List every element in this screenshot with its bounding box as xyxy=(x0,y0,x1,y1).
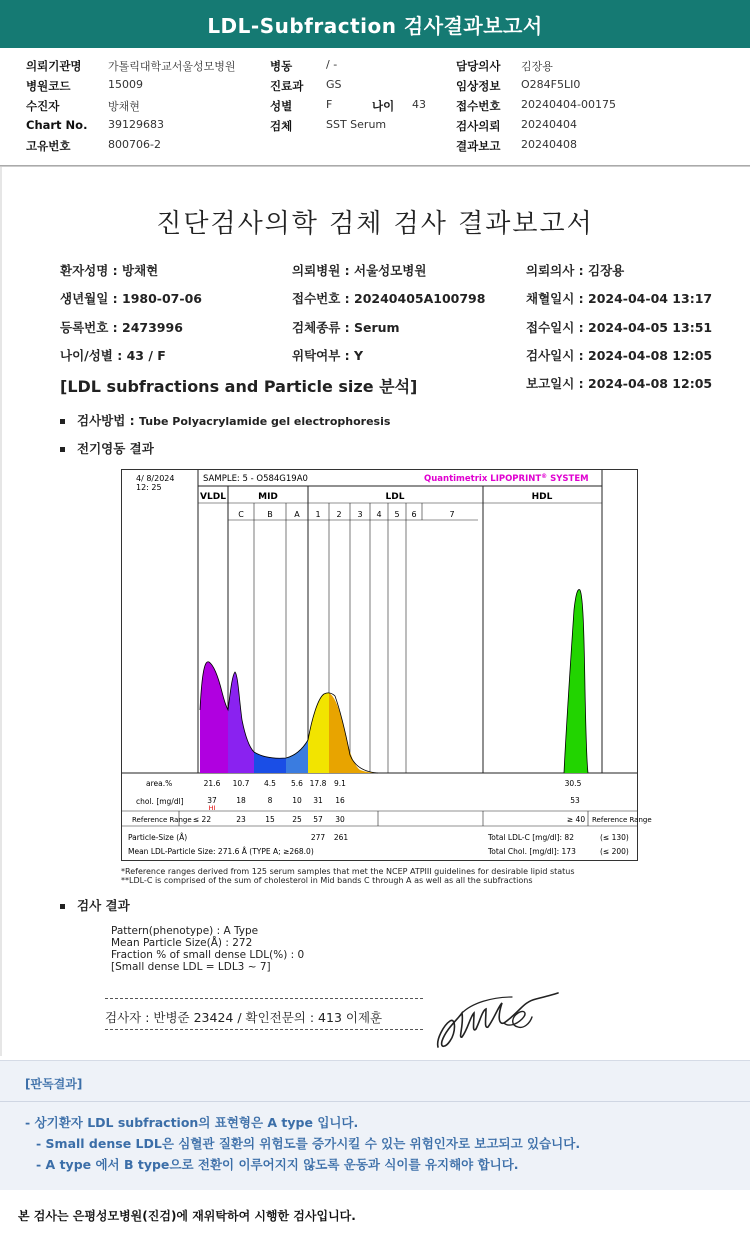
info-value: 20240404-00175 xyxy=(521,98,616,111)
curve-mid-b xyxy=(254,752,286,773)
group-label-ldl: LDL xyxy=(385,492,405,502)
info-label: 접수번호 xyxy=(456,99,501,113)
b-area: 4.5 xyxy=(264,779,276,788)
info-value: / - xyxy=(326,58,338,71)
collection-time: 채혈일시 : 2024-04-04 13:17 xyxy=(526,291,713,306)
judgement-divider xyxy=(0,1101,750,1102)
electrophoresis-label: 전기영동 결과 xyxy=(77,441,154,456)
a-ref: 25 xyxy=(292,815,302,824)
a-area: 5.6 xyxy=(291,779,303,788)
result-bullet xyxy=(60,896,130,914)
info-value: 김장용 xyxy=(521,60,553,73)
band-label-c: C xyxy=(238,510,244,519)
report-title-bar xyxy=(0,0,750,48)
document-title: 진단검사의학 검체 검사 결과보고서 xyxy=(156,209,594,239)
result-line: Pattern(phenotype) : A Type xyxy=(111,925,259,937)
band-label-1: 1 xyxy=(315,510,321,519)
chart-brand-name: Quantimetrix LIPOPRINT xyxy=(424,474,542,484)
info-label: 성별 xyxy=(270,99,293,113)
bullet-icon xyxy=(60,904,65,909)
sign-line-bottom xyxy=(105,1029,423,1030)
band-label-5: 5 xyxy=(394,510,400,519)
row-label-chol: chol. [mg/dl] xyxy=(136,797,184,806)
vldl-area: 21.6 xyxy=(203,779,221,788)
method-bullet xyxy=(60,411,390,429)
info-label: 검체 xyxy=(270,119,293,133)
info-label: 의뢰기관명 xyxy=(26,59,82,73)
total-chol: Total Chol. [mg/dl]: 173 xyxy=(488,847,576,856)
info-value: 39129683 xyxy=(108,118,164,131)
age-sex: 나이/성별 : 43 / F xyxy=(60,348,166,363)
judgement-line: - A type 에서 B type으로 전환이 이루어지지 않도록 운동과 식이를 유지해야 합니다. xyxy=(36,1157,519,1172)
footer-note: 본 검사는 은평성모병원(진검)에 재위탁하여 시행한 검사입니다. xyxy=(18,1209,356,1223)
row-label-mean: Mean LDL-Particle Size: 271.6 Å (TYPE A; ≥268.0) xyxy=(128,847,314,856)
ldl2-ref: 30 xyxy=(335,815,345,824)
info-value: O284F5LI0 xyxy=(521,78,581,91)
signature-image xyxy=(432,989,560,1059)
registration-number: 등록번호 : 2473996 xyxy=(60,320,183,335)
info-label: 결과보고 xyxy=(456,139,501,153)
method-value: Tube Polyacrylamide gel electrophoresis xyxy=(139,415,391,428)
signoff-text: 검사자 : 반병준 23424 / 확인전문의 : 413 이제훈 xyxy=(105,1010,383,1025)
outsourced-flag: 위탁여부 : Y xyxy=(292,348,364,363)
report-document xyxy=(0,166,750,1056)
judgement-line: - Small dense LDL은 심혈관 질환의 위험도를 증가시킬 수 있는 위험인자로 보고되고 있습니다. xyxy=(36,1136,581,1151)
report-time: 보고일시 : 2024-04-08 12:05 xyxy=(526,376,713,391)
band-label-7: 7 xyxy=(449,510,455,519)
info-value: F xyxy=(326,98,333,111)
curve-mid-c xyxy=(228,672,254,773)
curve-hdl xyxy=(564,590,588,773)
requesting-hospital: 의뢰병원 : 서울성모병원 xyxy=(292,263,427,278)
report-title: LDL-Subfraction 검사결과보고서 xyxy=(207,13,543,38)
test-time: 검사일시 : 2024-04-08 12:05 xyxy=(526,348,713,363)
info-label: Chart No. xyxy=(26,118,88,132)
info-label: 수진자 xyxy=(26,99,60,113)
info-row xyxy=(26,136,724,156)
band-label-3: 3 xyxy=(357,510,363,519)
total-chol-ref: (≤ 200) xyxy=(600,847,629,856)
band-label-4: 4 xyxy=(376,510,382,519)
chart-note: *Reference ranges derived from 125 serum samples that met the NCEP ATPIII guidelines for desirable lipid status xyxy=(121,867,575,876)
ldl1-particle: 277 xyxy=(310,833,326,842)
info-value: 방채현 xyxy=(108,100,140,113)
result-line: Fraction % of small dense LDL(%) : 0 xyxy=(111,949,305,961)
info-value: 43 xyxy=(412,98,426,111)
c-chol: 18 xyxy=(236,796,246,805)
chart-note: **LDL-C is comprised of the sum of cholesterol in Mid bands C through A as well as all the subfractions xyxy=(121,876,533,885)
judgement-panel xyxy=(0,1060,750,1190)
row-label-particle: Particle-Size (Å) xyxy=(128,833,188,842)
info-value: 가톨릭대학교서울성모병원 xyxy=(108,60,236,73)
result-label: 검사 결과 xyxy=(77,898,130,913)
header-info xyxy=(0,48,750,166)
bullet-icon xyxy=(60,447,65,452)
b-chol: 8 xyxy=(267,796,273,805)
method-label: 검사방법 : xyxy=(77,413,135,428)
c-ref: 23 xyxy=(236,815,246,824)
total-ldl-ref: (≤ 130) xyxy=(600,833,629,842)
chart-time: 12: 25 xyxy=(136,483,162,492)
chart-brand-reg: ® xyxy=(541,473,548,480)
specimen-type: 검체종류 : Serum xyxy=(292,320,400,335)
ldl1-ref: 57 xyxy=(313,815,323,824)
group-label-mid: MID xyxy=(258,492,278,502)
info-row xyxy=(26,96,724,116)
ldl1-chol: 31 xyxy=(313,796,323,805)
hdl-ref: ≥ 40 xyxy=(566,815,586,824)
bullet-icon xyxy=(60,419,65,424)
chart-notes xyxy=(121,867,575,885)
band-label-2: 2 xyxy=(336,510,342,519)
requesting-doctor: 의뢰의사 : 김장용 xyxy=(526,263,625,278)
row-label-ref-right: Reference Range xyxy=(592,816,652,824)
info-label: 병동 xyxy=(270,59,293,73)
a-chol: 10 xyxy=(292,796,302,805)
patient-name: 환자성명 : 방채현 xyxy=(60,263,159,278)
chart-brand-suffix: SYSTEM xyxy=(547,474,589,484)
curve-vldl xyxy=(200,662,228,773)
info-label: 담당의사 xyxy=(456,59,501,73)
chart-brand xyxy=(424,473,589,484)
info-row xyxy=(26,56,724,76)
electrophoresis-bullet xyxy=(60,439,154,457)
curve-ldl2 xyxy=(329,693,360,773)
info-label: 임상정보 xyxy=(456,79,501,93)
info-value: 20240408 xyxy=(521,138,577,151)
band-label-b: B xyxy=(267,510,273,519)
group-label-hdl: HDL xyxy=(531,492,553,502)
judgement-line: - 상기환자 LDL subfraction의 표현형은 A type 입니다. xyxy=(25,1115,359,1130)
row-label-area: area.% xyxy=(146,779,173,788)
info-value: 800706-2 xyxy=(108,138,161,151)
chart-sample: SAMPLE: 5 - O584G19A0 xyxy=(203,474,308,484)
info-row xyxy=(26,116,724,136)
row-label-ref: Reference Range xyxy=(132,816,192,824)
result-block xyxy=(111,925,304,973)
info-label: 진료과 xyxy=(270,79,304,93)
hdl-chol: 53 xyxy=(570,796,580,805)
result-line: [Small dense LDL = LDL3 ~ 7] xyxy=(111,961,271,973)
group-label-vldl: VLDL xyxy=(200,492,226,502)
receipt-time: 접수일시 : 2024-04-05 13:51 xyxy=(526,320,713,335)
info-label: 병원코드 xyxy=(26,79,71,93)
vldl-chol: 37 xyxy=(207,796,217,805)
c-area: 10.7 xyxy=(232,779,250,788)
section-heading: [LDL subfractions and Particle size 분석] xyxy=(60,377,418,396)
ldl2-area: 9.1 xyxy=(334,779,346,788)
hdl-area: 30.5 xyxy=(564,779,582,788)
curve-ldl1 xyxy=(308,693,329,773)
band-label-a: A xyxy=(294,510,300,519)
result-line: Mean Particle Size(Å) : 272 xyxy=(111,937,253,949)
total-ldl: Total LDL-C [mg/dl]: 82 xyxy=(488,833,574,842)
info-value: 20240404 xyxy=(521,118,577,131)
band-label-6: 6 xyxy=(411,510,417,519)
info-value: SST Serum xyxy=(326,118,387,131)
lipoprint-chart-svg xyxy=(122,470,652,860)
info-label: 검사의뢰 xyxy=(456,119,501,133)
info-label: 고유번호 xyxy=(26,139,71,153)
ldl1-area: 17.8 xyxy=(309,779,327,788)
vldl-hi-flag: HI xyxy=(208,804,216,812)
info-value: 15009 xyxy=(108,78,143,91)
lipoprint-chart xyxy=(121,469,652,861)
chart-date: 4/ 8/2024 xyxy=(136,474,175,483)
b-ref: 15 xyxy=(265,815,275,824)
info-label: 나이 xyxy=(372,99,395,113)
info-value: GS xyxy=(326,78,342,91)
ldl2-chol: 16 xyxy=(335,796,345,805)
info-row xyxy=(26,76,724,96)
vldl-ref: ≤ 22 xyxy=(192,815,212,824)
ldl2-particle: 261 xyxy=(333,833,349,842)
sign-line-top xyxy=(105,998,423,999)
receipt-number: 접수번호 : 20240405A100798 xyxy=(292,291,486,306)
judgement-title: [판독결과] xyxy=(25,1077,83,1091)
birth-date: 생년월일 : 1980-07-06 xyxy=(60,291,202,306)
